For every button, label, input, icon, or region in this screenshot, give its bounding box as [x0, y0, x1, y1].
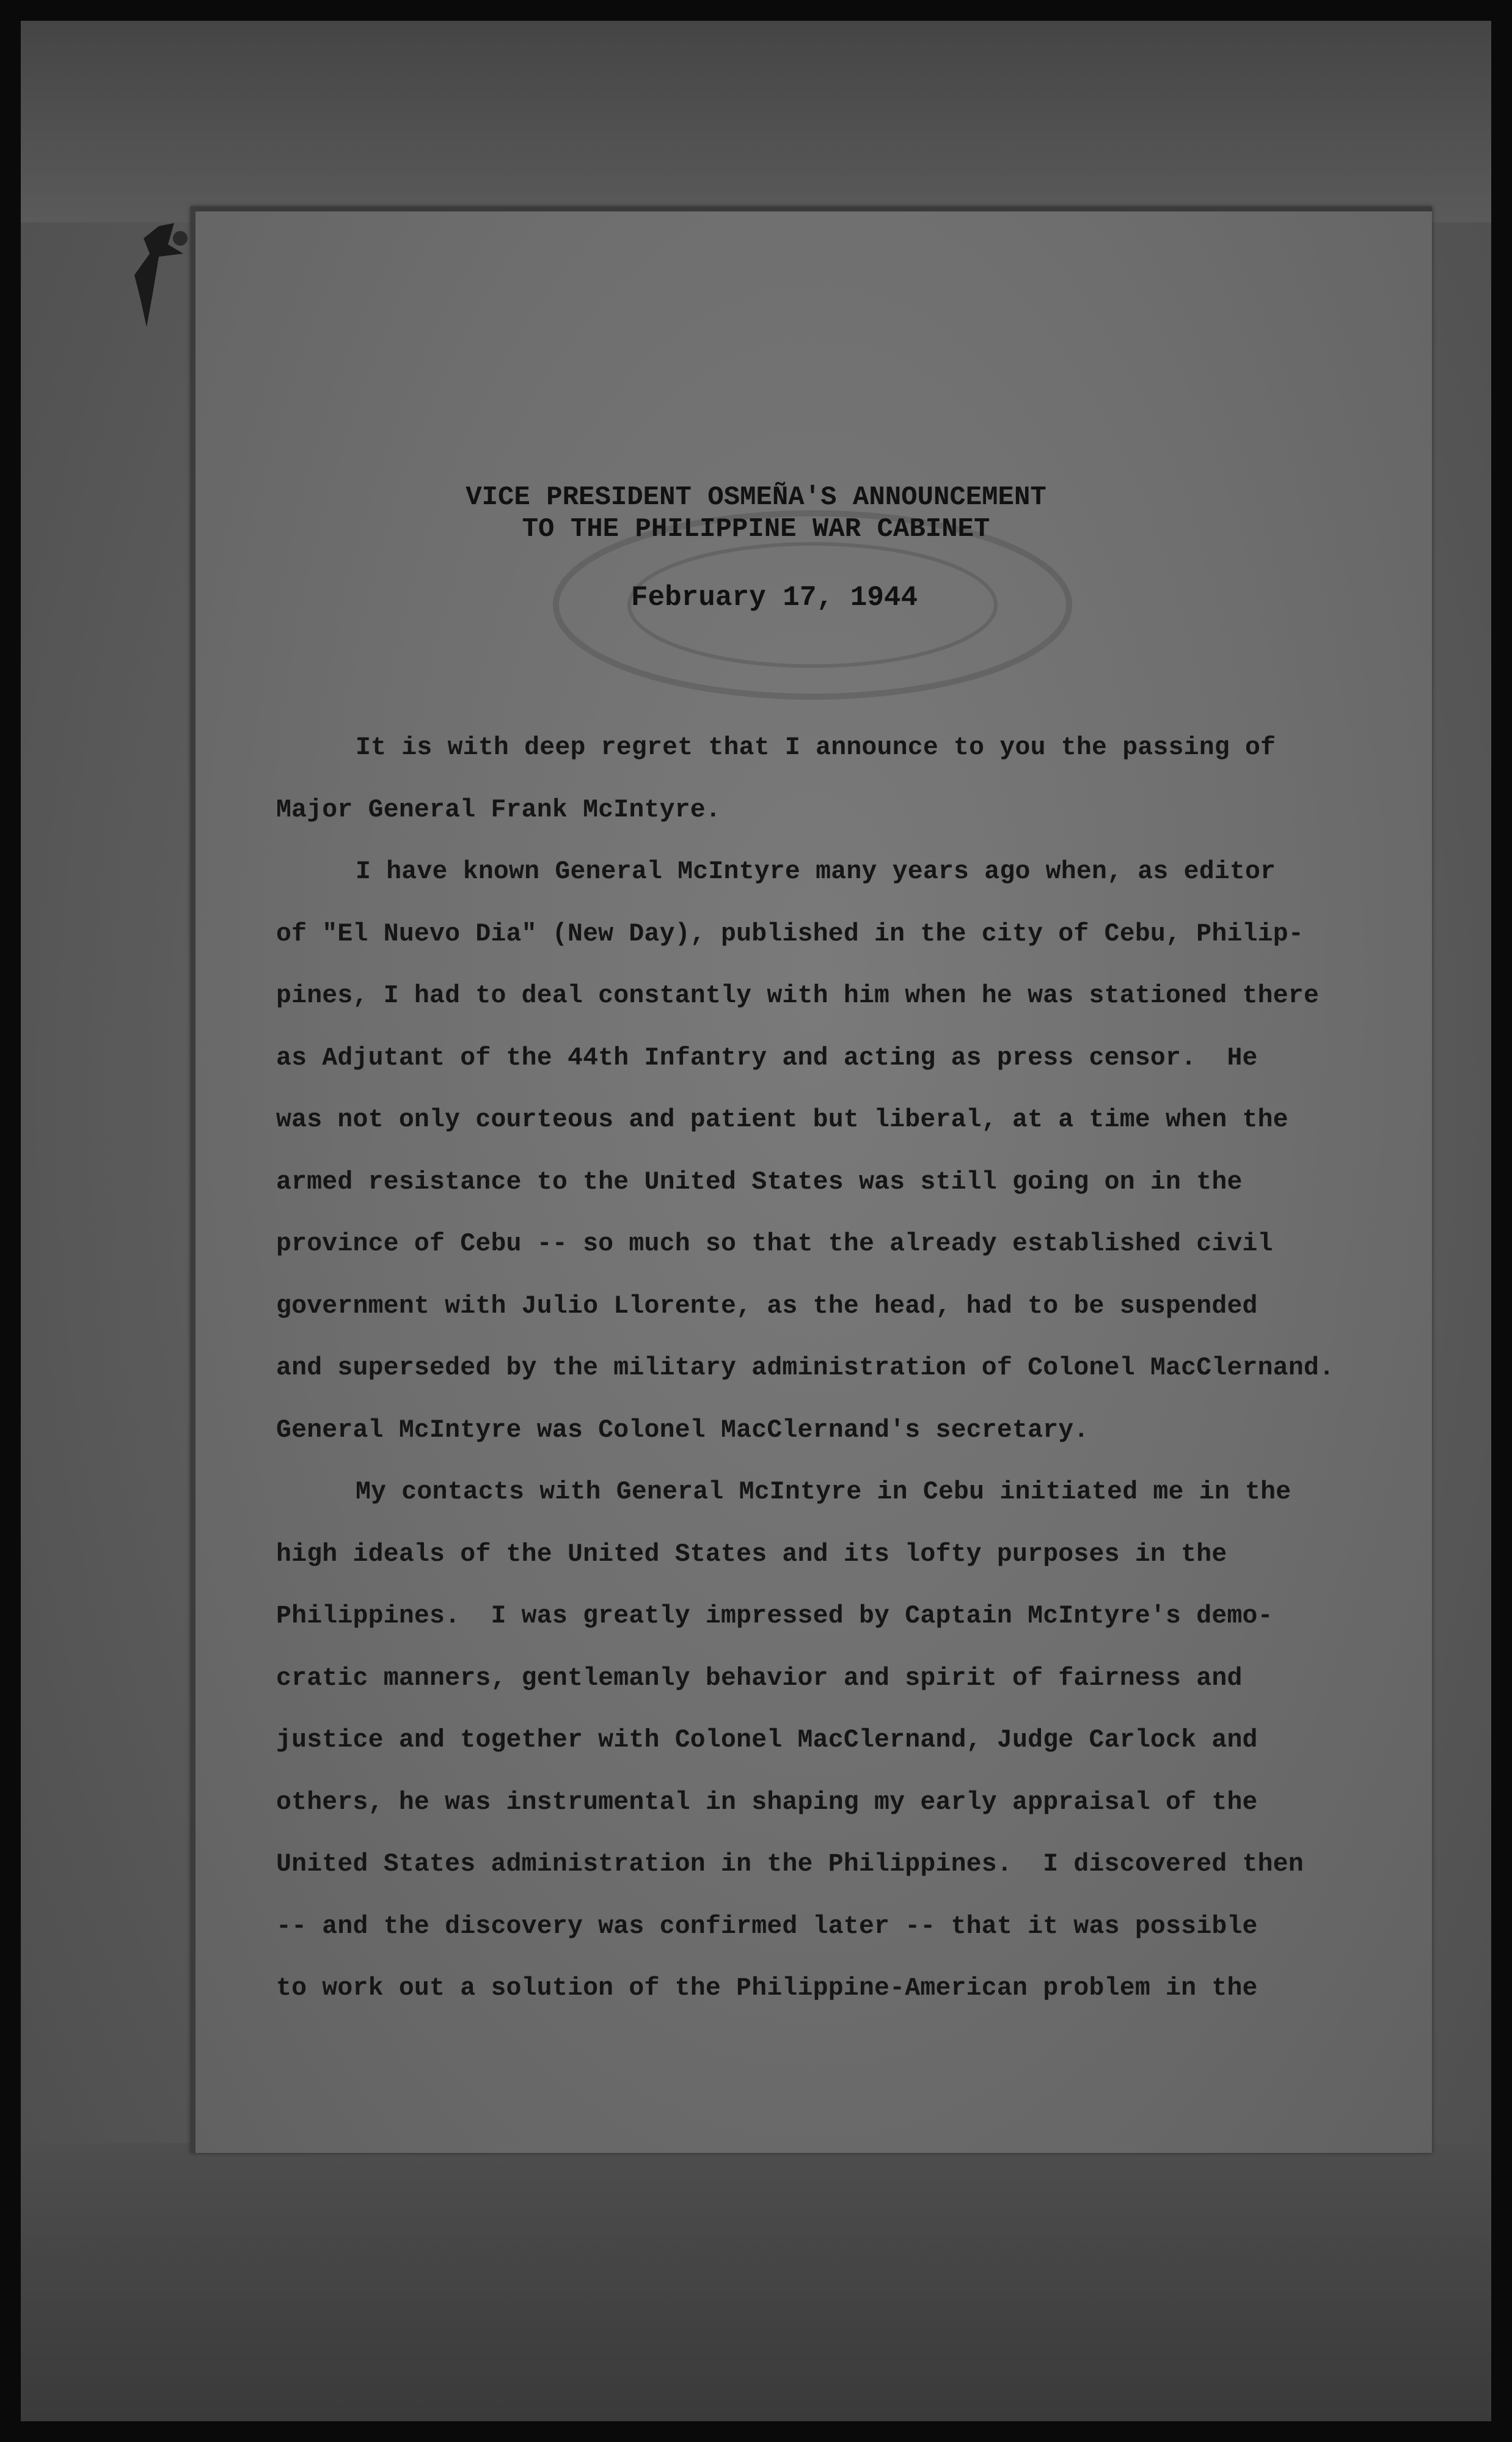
staple-mark-icon	[116, 220, 202, 330]
text-line: General McIntyre was Colonel MacClernand's secretary.	[276, 1415, 1089, 1445]
heading-line-2: TO THE PHILIPPINE WAR CABINET	[522, 514, 990, 544]
text-line: and superseded by the military administration of Colonel MacClernand.	[276, 1354, 1335, 1382]
text-line: Philippines. I was greatly impressed by Captain McIntyre's demo-	[276, 1602, 1273, 1630]
paragraph-2	[276, 841, 1351, 1461]
text-line: as Adjutant of the 44th Infantry and acting as press censor. He	[276, 1043, 1258, 1072]
text-line: high ideals of the United States and its lofty purposes in the	[276, 1539, 1227, 1569]
text-line: armed resistance to the United States was still going on in the	[276, 1167, 1243, 1197]
heading-line-1: VICE PRESIDENT OSMEÑA'S ANNOUNCEMENT	[466, 482, 1046, 513]
paragraph-1	[276, 717, 1351, 841]
underlying-sheet-bottom	[21, 2143, 1491, 2421]
document-body	[276, 717, 1351, 2020]
document-heading	[0, 482, 1512, 614]
text-line: of "El Nuevo Dia" (New Day), published in the city of Cebu, Philip-	[276, 919, 1304, 948]
text-line: It is with deep regret that I announce to you the passing of	[356, 733, 1276, 762]
text-line: -- and the discovery was confirmed later -- that it was possible	[276, 1912, 1258, 1941]
paragraph-3	[276, 1461, 1351, 2020]
text-line: I have known General McIntyre many years ago when, as editor	[356, 857, 1276, 886]
text-line: province of Cebu -- so much so that the already established civil	[276, 1230, 1273, 1258]
text-line: to work out a solution of the Philippine-American problem in the	[276, 1974, 1258, 2003]
text-line: Major General Frank McIntyre.	[276, 795, 721, 824]
text-line: pines, I had to deal constantly with him when he was stationed there	[276, 981, 1320, 1010]
text-line: justice and together with Colonel MacClernand, Judge Carlock and	[276, 1726, 1258, 1755]
document-date: February 17, 1944	[630, 582, 918, 614]
text-line: cratic manners, gentlemanly behavior and spirit of fairness and	[276, 1663, 1243, 1693]
text-line: was not only courteous and patient but liberal, at a time when the	[276, 1106, 1288, 1134]
text-line: others, he was instrumental in shaping my early appraisal of the	[276, 1788, 1258, 1817]
underlying-sheet-top	[21, 21, 1491, 222]
text-line: government with Julio Llorente, as the head, had to be suspended	[276, 1291, 1258, 1321]
text-line: My contacts with General McIntyre in Cebu initiated me in the	[356, 1478, 1291, 1506]
page-top-edge	[195, 207, 1432, 211]
text-line: United States administration in the Philippines. I discovered then	[276, 1850, 1304, 1879]
